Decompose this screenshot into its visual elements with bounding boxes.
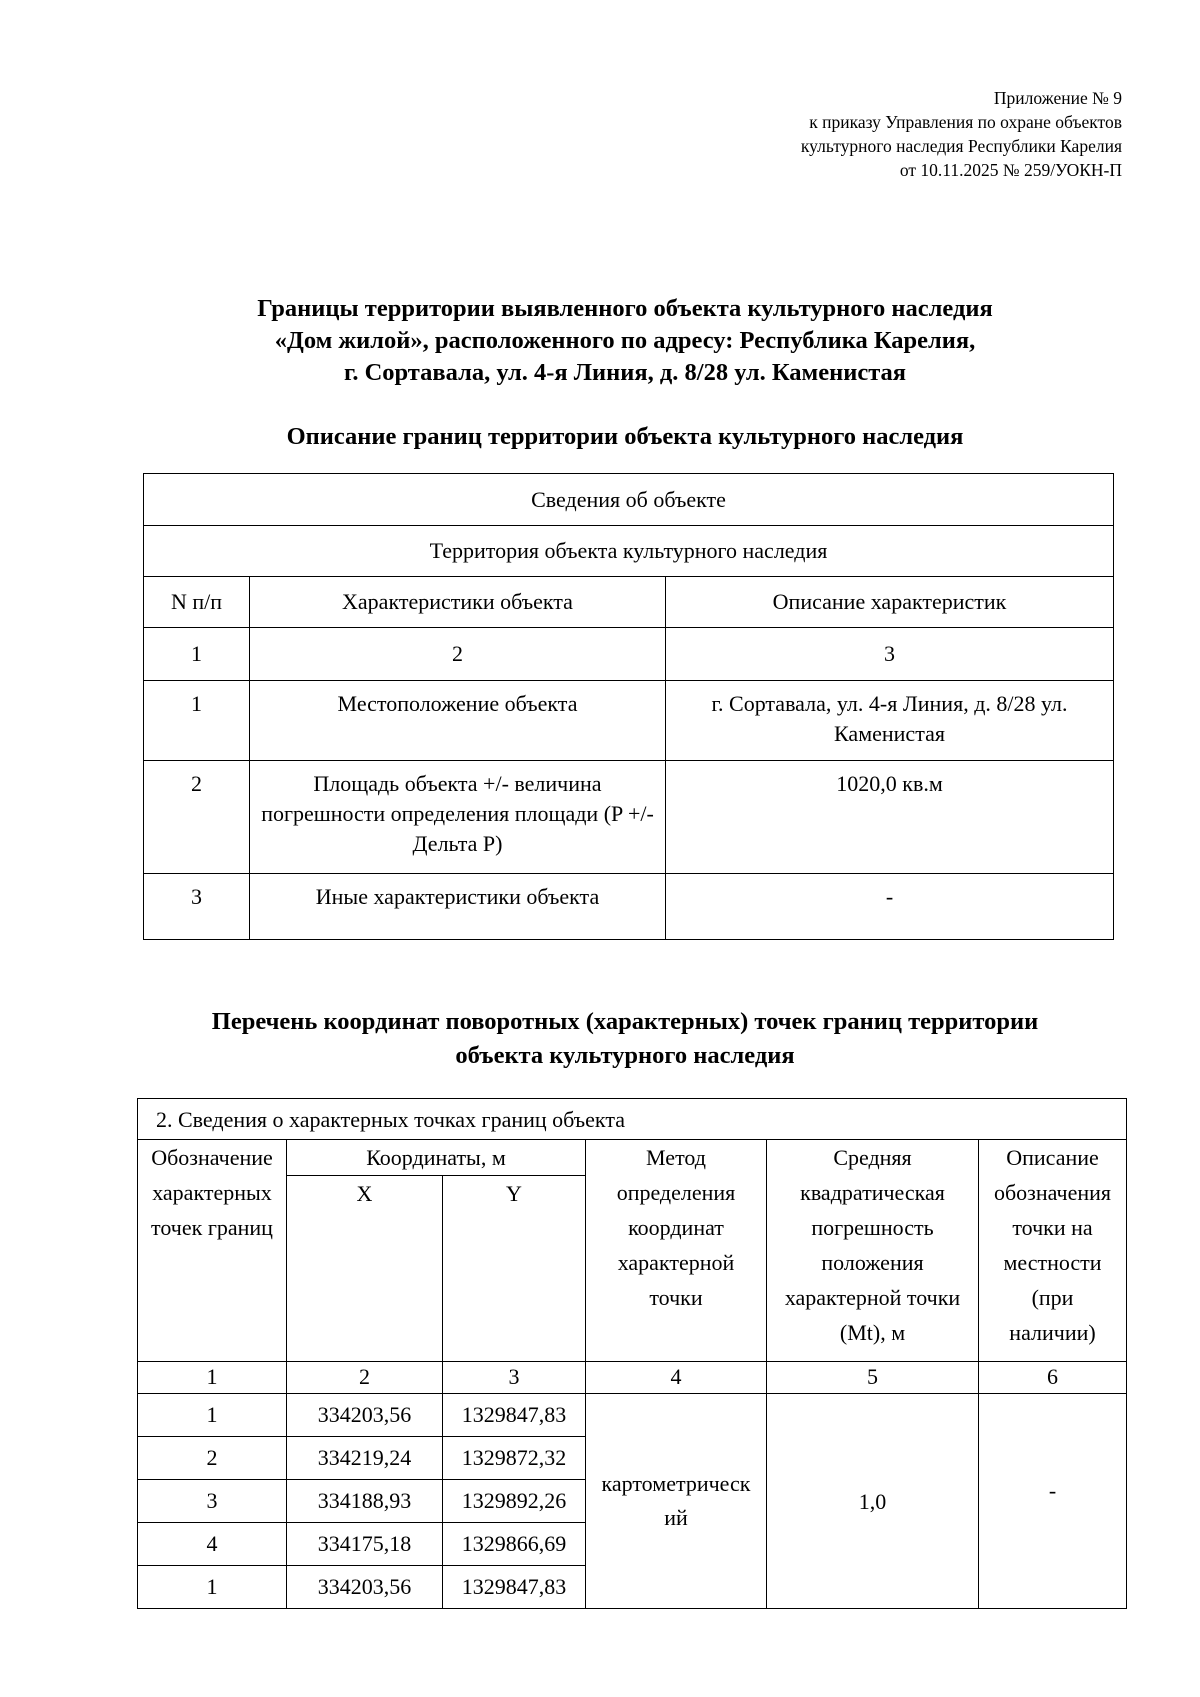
annex-header	[602, 86, 1122, 182]
point-id: 1	[138, 1394, 287, 1437]
header-line: Обозначение	[151, 1145, 273, 1170]
method-line: ий	[664, 1505, 688, 1530]
column-header: Характеристики объекта	[250, 577, 666, 628]
point-id: 1	[138, 1566, 287, 1609]
header-line: точек границ	[151, 1215, 273, 1240]
column-number: 3	[443, 1362, 586, 1394]
header-error	[767, 1140, 979, 1362]
point-x: 334188,93	[287, 1480, 443, 1523]
row-description: г. Сортавала, ул. 4-я Линия, д. 8/28 ул. Каменистая	[666, 681, 1114, 761]
point-x: 334219,24	[287, 1437, 443, 1480]
row-characteristic: Местоположение объекта	[250, 681, 666, 761]
row-characteristic: Иные характеристики объекта	[250, 874, 666, 940]
title-line: Перечень координат поворотных (характерных) точек границ территории	[211, 1008, 1039, 1035]
table-header-cell: Территория объекта культурного наследия	[144, 526, 1114, 577]
document-title	[130, 293, 1120, 389]
header-line: характерной	[617, 1250, 735, 1275]
method-value	[586, 1394, 767, 1609]
description-text: -	[1048, 1478, 1057, 1503]
title-line: «Дом жилой», расположенного по адресу: Республика Карелия,	[274, 327, 976, 354]
point-y: 1329847,83	[443, 1566, 586, 1609]
annex-line: Приложение № 9	[993, 88, 1122, 108]
column-number-row	[144, 628, 1114, 681]
header-line: Описание	[1006, 1145, 1099, 1170]
annex-line: от 10.11.2025 № 259/УОКН-П	[899, 160, 1122, 180]
table-caption-row	[138, 1099, 1127, 1140]
column-header: N п/п	[144, 577, 250, 628]
point-id: 4	[138, 1523, 287, 1566]
point-y: 1329872,32	[443, 1437, 586, 1480]
column-number: 1	[138, 1362, 287, 1394]
header-line: Средняя	[833, 1145, 912, 1170]
annex-line: культурного наследия Республики Карелия	[800, 136, 1122, 156]
point-id: 3	[138, 1480, 287, 1523]
header-line: квадратическая	[800, 1180, 945, 1205]
column-number: 6	[979, 1362, 1127, 1394]
row-number: 1	[144, 681, 250, 761]
header-line: наличии)	[1009, 1320, 1096, 1345]
header-y: Y	[443, 1176, 586, 1362]
header-method	[586, 1140, 767, 1362]
row-description: 1020,0 кв.м	[666, 761, 1114, 874]
method-line: картометрическ	[601, 1471, 751, 1496]
header-coordinates: Координаты, м	[287, 1140, 586, 1176]
point-y: 1329892,26	[443, 1480, 586, 1523]
point-y: 1329847,83	[443, 1394, 586, 1437]
table-header-cell: Сведения об объекте	[144, 474, 1114, 526]
table-row	[138, 1394, 1127, 1437]
header-line: Метод	[646, 1145, 706, 1170]
row-characteristic: Площадь объекта +/- величина погрешности определения площади (P +/- Дельта P)	[250, 761, 666, 874]
header-x: X	[287, 1176, 443, 1362]
column-header: Описание характеристик	[666, 577, 1114, 628]
title-line: объекта культурного наследия	[455, 1042, 795, 1069]
title-line: Границы территории выявленного объекта культурного наследия	[257, 295, 993, 322]
section-title: Описание границ территории объекта культурного наследия	[286, 423, 964, 450]
column-number: 5	[767, 1362, 979, 1394]
point-id: 2	[138, 1437, 287, 1480]
header-line: (при	[1031, 1285, 1074, 1310]
table-header-row	[144, 526, 1114, 577]
coordinates-title	[130, 1005, 1120, 1073]
header-description	[979, 1140, 1127, 1362]
header-designation	[138, 1140, 287, 1362]
table-row	[144, 874, 1114, 940]
column-number: 3	[666, 628, 1114, 681]
coordinates-table	[137, 1098, 1127, 1609]
header-line: точки	[649, 1285, 703, 1310]
table-row	[144, 761, 1114, 874]
row-description: -	[666, 874, 1114, 940]
title-line: г. Сортавала, ул. 4-я Линия, д. 8/28 ул. Каменистая	[343, 359, 907, 386]
column-number: 2	[250, 628, 666, 681]
column-number: 2	[287, 1362, 443, 1394]
table-header-row	[138, 1140, 1127, 1176]
object-info-table	[143, 473, 1114, 940]
point-x: 334203,56	[287, 1394, 443, 1437]
table-row	[144, 681, 1114, 761]
header-line: определения	[616, 1180, 736, 1205]
header-line: координат	[628, 1215, 724, 1240]
header-line: характерных	[152, 1180, 272, 1205]
table-column-headers	[144, 577, 1114, 628]
row-number: 2	[144, 761, 250, 874]
point-x: 334175,18	[287, 1523, 443, 1566]
header-line: точки на	[1012, 1215, 1093, 1240]
header-line: положения	[821, 1250, 924, 1275]
point-x: 334203,56	[287, 1566, 443, 1609]
description-value	[979, 1394, 1127, 1609]
header-line: (Mt), м	[839, 1320, 906, 1345]
table-caption: 2. Сведения о характерных точках границ объекта	[138, 1099, 1127, 1140]
column-number-row	[138, 1362, 1127, 1394]
header-line: обозначения	[993, 1180, 1112, 1205]
row-number: 3	[144, 874, 250, 940]
annex-line: к приказу Управления по охране объектов	[809, 112, 1122, 132]
table-header-row	[144, 474, 1114, 526]
error-value: 1,0	[767, 1394, 979, 1609]
header-line: погрешность	[811, 1215, 934, 1240]
header-line: характерной точки	[784, 1285, 961, 1310]
header-line: местности	[1003, 1250, 1102, 1275]
point-y: 1329866,69	[443, 1523, 586, 1566]
column-number: 1	[144, 628, 250, 681]
column-number: 4	[586, 1362, 767, 1394]
